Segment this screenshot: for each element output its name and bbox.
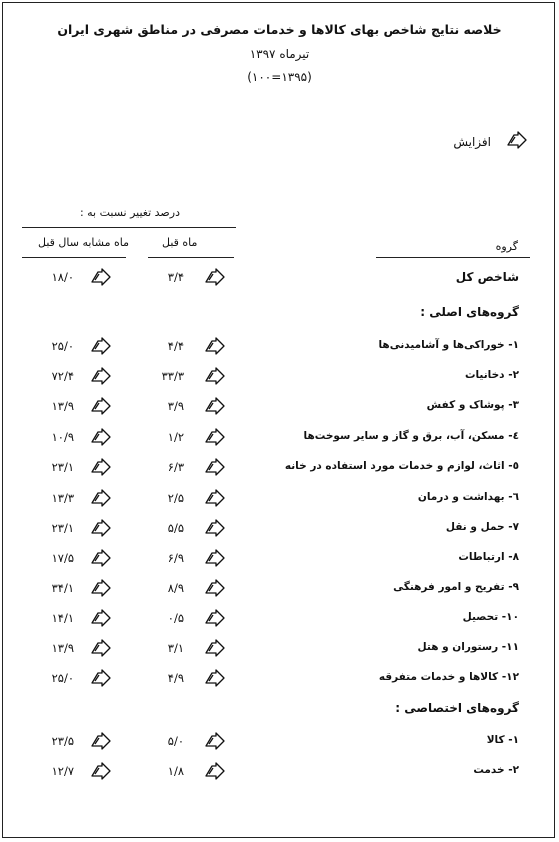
- row-label: ۱۱- رستوران و هتل: [417, 641, 519, 653]
- value-yoy: ۲۳/۱: [51, 460, 74, 474]
- value-yoy: ۲۳/۵: [51, 734, 74, 748]
- header-rule-yoy: [22, 257, 126, 258]
- row-label: ۱- خوراکی‌ها و آشامیدنی‌ها: [378, 339, 519, 351]
- value-yoy: ۲۵/۰: [51, 339, 74, 353]
- value-prev-month: ۰/۵: [167, 611, 184, 625]
- increase-arrow-icon: [204, 395, 226, 415]
- section-heading-main: گروه‌های اصلی :: [420, 305, 519, 319]
- row-label: ۱۲- کالاها و خدمات متفرقه: [378, 671, 519, 683]
- increase-arrow-icon: [204, 667, 226, 687]
- increase-arrow-icon: [204, 577, 226, 597]
- report-period: تیرماه ۱۳۹۷: [249, 47, 310, 61]
- row-label: ٥- اثاث، لوازم و خدمات مورد استفاده در خانه: [284, 460, 519, 472]
- increase-arrow-icon: [90, 335, 112, 355]
- value-prev-month: ۶/۳: [167, 460, 184, 474]
- value-yoy: ۷۲/۴: [51, 369, 74, 383]
- increase-arrow-icon: [204, 730, 226, 750]
- increase-arrow-icon: [90, 517, 112, 537]
- base-year: (۱۳۹۵=۱۰۰): [247, 70, 312, 84]
- value-yoy: ۱۳/۹: [51, 641, 74, 655]
- value-prev-month: ۳۳/۳: [161, 369, 184, 383]
- row-label: ٤- مسکن، آب، برق و گاز و سایر سوخت‌ها: [303, 430, 519, 442]
- increase-arrow-icon: [90, 547, 112, 567]
- value-prev-month: ۴/۴: [167, 339, 184, 353]
- value-prev-month: ۴/۹: [167, 671, 184, 685]
- value-yoy: ۱۳/۳: [51, 491, 74, 505]
- increase-arrow-icon: [90, 266, 112, 286]
- increase-arrow-icon: [204, 266, 226, 286]
- header-rule-prev: [148, 257, 234, 258]
- value-prev-month: ۸/۹: [167, 581, 184, 595]
- header-rule-group: [376, 257, 530, 258]
- report-title: خلاصه نتایج شاخص بهای کالاها و خدمات مصرفی در مناطق شهری ایران: [57, 22, 502, 37]
- value-prev-month: ۶/۹: [167, 551, 184, 565]
- increase-arrow-icon: [506, 128, 528, 152]
- value-prev-month: ۵/۰: [167, 734, 184, 748]
- row-label: ۲- دخانیات: [464, 369, 519, 381]
- value-yoy: ۳۴/۱: [51, 581, 74, 595]
- value-yoy: ۲۵/۰: [51, 671, 74, 685]
- increase-arrow-icon: [90, 760, 112, 780]
- row-label: ۱- کالا: [486, 734, 519, 746]
- value-yoy: ۱۰/۹: [51, 430, 74, 444]
- increase-arrow-icon: [204, 365, 226, 385]
- value-prev-month: ۲/۵: [167, 491, 184, 505]
- increase-arrow-icon: [90, 607, 112, 627]
- increase-arrow-icon: [204, 487, 226, 507]
- value-yoy: ۲۳/۱: [51, 521, 74, 535]
- value-prev-month: ۱/۸: [167, 764, 184, 778]
- row-label: ۲- خدمت: [473, 764, 519, 776]
- value-yoy: ۱۲/۷: [51, 764, 74, 778]
- row-label: ۳- پوشاک و کفش: [426, 399, 519, 411]
- increase-arrow-icon: [204, 637, 226, 657]
- row-label: شاخص کل: [455, 270, 519, 284]
- increase-arrow-icon: [90, 637, 112, 657]
- percent-change-label: درصد تغییر نسبت به :: [79, 206, 180, 219]
- value-yoy: ۱۳/۹: [51, 399, 74, 413]
- col-header-group: گروه: [495, 240, 518, 253]
- row-label: ۷- حمل و نقل: [445, 521, 519, 533]
- value-prev-month: ۳/۱: [167, 641, 184, 655]
- header-rule-top: [22, 227, 236, 228]
- row-label: ٦- بهداشت و درمان: [417, 491, 519, 503]
- increase-arrow-icon: [90, 456, 112, 476]
- value-prev-month: ۳/۴: [167, 270, 184, 284]
- col-header-prev-month: ماه قبل: [162, 236, 198, 249]
- increase-arrow-icon: [204, 426, 226, 446]
- increase-arrow-icon: [204, 760, 226, 780]
- col-header-yoy: ماه مشابه سال قبل: [38, 236, 129, 249]
- value-prev-month: ۳/۹: [167, 399, 184, 413]
- increase-arrow-icon: [204, 517, 226, 537]
- value-yoy: ۱۷/۵: [51, 551, 74, 565]
- row-label: ۹- تفریح و امور فرهنگی: [393, 581, 519, 593]
- value-yoy: ۱۴/۱: [51, 611, 74, 625]
- value-prev-month: ۵/۵: [167, 521, 184, 535]
- increase-arrow-icon: [90, 487, 112, 507]
- increase-arrow-icon: [204, 456, 226, 476]
- value-prev-month: ۱/۲: [167, 430, 184, 444]
- increase-arrow-icon: [204, 335, 226, 355]
- legend-label: افزایش: [453, 135, 491, 149]
- value-yoy: ۱۸/۰: [51, 270, 74, 284]
- increase-arrow-icon: [90, 577, 112, 597]
- row-label: ۸- ارتباطات: [458, 551, 519, 563]
- increase-arrow-icon: [90, 730, 112, 750]
- increase-arrow-icon: [204, 547, 226, 567]
- increase-arrow-icon: [90, 667, 112, 687]
- section-heading-special: گروه‌های اختصاصی :: [395, 701, 519, 715]
- increase-arrow-icon: [90, 395, 112, 415]
- increase-arrow-icon: [90, 365, 112, 385]
- increase-arrow-icon: [90, 426, 112, 446]
- increase-arrow-icon: [204, 607, 226, 627]
- row-label: ۱۰- تحصیل: [462, 611, 519, 623]
